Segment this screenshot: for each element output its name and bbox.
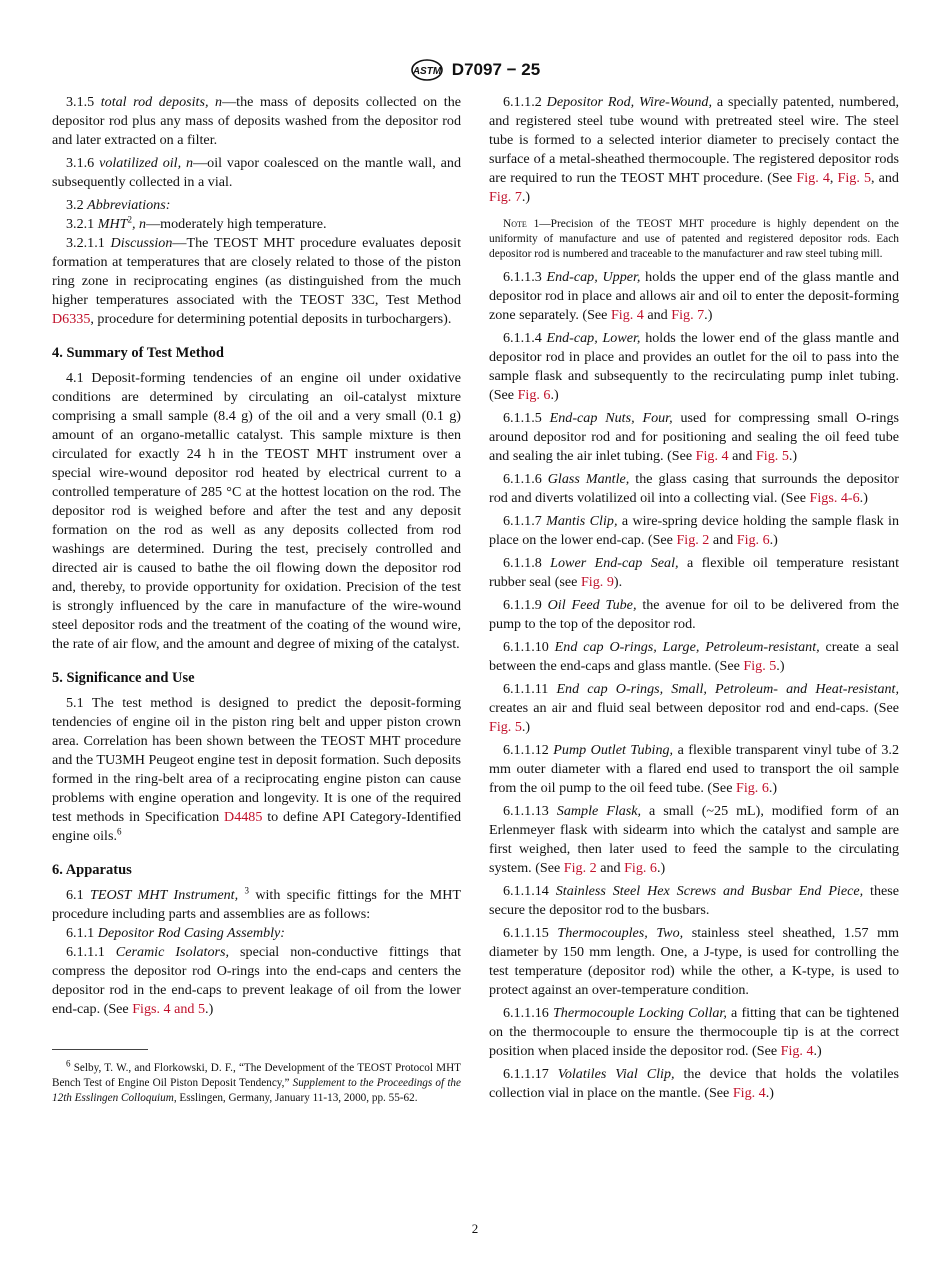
link-fig-4[interactable]: Fig. 4 [796, 170, 830, 186]
link-fig-7[interactable]: Fig. 7 [671, 307, 705, 323]
paragraph-6-1-1-8: 6.1.1.8 Lower End-cap Seal, a flexible oil temperature resistant rubber seal (see Fig. 9). [489, 555, 900, 590]
link-fig-5[interactable]: Fig. 5 [489, 719, 522, 735]
left-column [52, 93, 461, 1117]
paragraph-3-2: 3.2 Abbreviations: [66, 197, 171, 213]
section-heading-5: 5. Significance and Use [52, 670, 195, 686]
link-fig-4[interactable]: Fig. 4 [780, 1043, 814, 1059]
paragraph-6-1: 6.1 TEOST MHT Instrument, $^3$ with specific fittings for the MHT procedure including parts and assemblies are as follows: [52, 885, 461, 922]
document-designation: D7097 − 25 [451, 60, 541, 79]
paragraph-6-1-1-1: 6.1.1.1 Ceramic Isolators, special non-conductive fittings that compress the depositor rod O-rings into the end-caps and centers the depositor rod in the end-caps to prevent leakage of oil from the lower end-cap. (See Figs. 4 and 5.) [52, 944, 462, 1017]
paragraph-6-1-1-15: 6.1.1.15 Thermocouples, Two, stainless steel sheathed, 1.57 mm diameter by 150 mm length. One, a J-type, is used for controlling the test temperature (depositor rod) while the other, a K-type, is used to protect against an over-temperature condition. [489, 925, 899, 998]
right-column [489, 93, 899, 1107]
paragraph-6-1-1: 6.1.1 Depositor Rod Casing Assembly: [66, 925, 285, 941]
footnote-rule [52, 1049, 148, 1050]
link-fig-6[interactable]: Fig. 6 [735, 780, 769, 796]
page-header [0, 58, 950, 82]
paragraph-6-1-1-4: 6.1.1.4 End-cap, Lower, holds the lower end of the glass mantle and depositor rod in place and provides an outlet for the oil to pass into the sample flask and subsequently to the recirculating pump inlet tubing. (See Fig. 6.) [489, 330, 900, 403]
page-number: 2 [471, 1221, 479, 1236]
paragraph-6-1-1-10: 6.1.1.10 End cap O-rings, Large, Petroleum-resistant, create a seal between the end-caps and glass mantle. (See Fig. 5.) [489, 639, 900, 674]
paragraph-3-2-1-1: 3.2.1.1 Discussion—The TEOST MHT procedure evaluates deposit formation at temperatures that are closely related to those of the piston ring zone in reciprocating engines (as distinguished from the much higher temperatures associated with the TEOST 33C, Test Method D6335, procedure for determining potential deposits in turbochargers). [52, 235, 462, 327]
paragraph-6-1-1-11: 6.1.1.11 End cap O-rings, Small, Petroleum- and Heat-resistant, creates an air and fluid seal between depositor rod and end-caps. (See Fig. 5.) [489, 681, 899, 735]
paragraph-3-2-1: 3.2.1 MHT$^2$, n—moderately high temperature. [66, 214, 327, 232]
section-heading-4: 4. Summary of Test Method [52, 345, 224, 361]
paragraph-4-1: 4.1 Deposit-forming tendencies of an engine oil under oxidative conditions are determined by circulating an oil-catalyst mixture comprising a small sample (8.4 g) of the oil and a very small (0.1 g) amount of an organo-metallic catalyst. This sample mixture is then circulated for exactly 24 h in the TEOST MHT instrument over a special wire-wound depositor rod heated by electrical current to a controlled temperature of 285 °C at the hottest location on the rod. The depositor rod is weighed before and after the test and any deposit formation on the rod as well as any deposits collected from rod washings are determined. During the test, precisely controlled and directed air is caused to bathe the oil flowing down the depositor rod and, thereby, to provide opportunity for oxidation. Precision of the test is strongly influenced by the care in manufacture of the wire-wound steel depositor rods and the treatment of the coating of the wound wire, the rate of air flow, and the amount and degree of mixing of the catalyst. [52, 370, 461, 652]
paragraph-3-1-5: 3.1.5 total rod deposits, n—the mass of deposits collected on the depositor rod plus any mass of deposits washed from the depositor rod and later extracted on a filter. [52, 94, 461, 148]
note-1: Note 1—Precision of the TEOST MHT procedure is highly dependent on the uniformity of manufacture and use of patented and registered depositor rods. Each depositor rod is numbered and traceable to the manufacturer and raw steel tubing mill. [489, 218, 899, 260]
astm-logo-icon [410, 58, 444, 82]
link-fig-5[interactable]: Fig. 5 [743, 658, 777, 674]
paragraph-6-1-1-16: 6.1.1.16 Thermocouple Locking Collar, a fitting that can be tightened on the thermocouple to ensure the thermocouple tip is at the correct position when placed inside the depositor rod. (See Fig. 4.) [489, 1005, 899, 1059]
link-fig-6[interactable]: Fig. 6 [736, 532, 770, 548]
link-fig-4[interactable]: Fig. 4 [610, 307, 644, 323]
link-d4485[interactable]: D4485 [224, 809, 263, 825]
paragraph-6-1-1-17: 6.1.1.17 Volatiles Vial Clip, the device that holds the volatiles collection vial in place on the mantle. (See Fig. 4.) [489, 1066, 899, 1101]
link-fig-6[interactable]: Fig. 6 [624, 860, 657, 876]
paragraph-5-1: 5.1 The test method is designed to predict the deposit-forming tendencies of engine oil in the piston ring belt and upper piston crown area. Correlation has been shown between the TEOST MHT procedure and the TU3MH Peugeot engine test in deposit formation. Such deposits formed in the ring-belt area of a reciprocating engine piston can cause problems with engine operation and longevity. It is one of the required test methods in Specification D4485 to define API Category-Identified engine oils.$^6$ [52, 695, 461, 844]
paragraph-3-1-6: 3.1.6 volatilized oil, n—oil vapor coalesced on the mantle wall, and subsequently collected in a vial. [52, 155, 461, 190]
link-fig-5[interactable]: Fig. 5 [755, 448, 789, 464]
paragraph-6-1-1-14: 6.1.1.14 Stainless Steel Hex Screws and Busbar End Piece, these secure the depositor rod to the busbars. [489, 883, 900, 918]
footnote-6: $^6$ Selby, T. W., and Florkowski, D. F., “The Development of the TEOST Protocol MHT Bench Test of Engine Oil Piston Deposit Tendency,” Supplement to the Proceedings of the 12th Esslingen Colloquium, Esslingen, Germany, January 11-13, 2000, pp. 55-62. [52, 1058, 461, 1105]
paragraph-6-1-1-3: 6.1.1.3 End-cap, Upper, holds the upper end of the glass mantle and depositor rod in place and allows air and oil to enter the deposit-forming zone separately. (See Fig. 4 and Fig. 7.) [489, 269, 899, 323]
svg-text:ASTM: ASTM [412, 66, 441, 77]
link-fig-2[interactable]: Fig. 2 [676, 532, 710, 548]
paragraph-6-1-1-7: 6.1.1.7 Mantis Clip, a wire-spring device holding the sample flask in place on the lower end-cap. (See Fig. 2 and Fig. 6.) [489, 513, 899, 548]
section-heading-6: 6. Apparatus [52, 862, 132, 878]
link-fig-2[interactable]: Fig. 2 [563, 860, 597, 876]
link-fig-4[interactable]: Fig. 4 [695, 448, 729, 464]
paragraph-6-1-1-5: 6.1.1.5 End-cap Nuts, Four, used for compressing small O-rings around depositor rod and for positioning and sealing the oil feed tube and sealing the air inlet tubing. (See Fig. 4 and Fig. 5.) [489, 410, 900, 464]
link-fig-9[interactable]: Fig. 9 [580, 574, 614, 590]
link-fig-4[interactable]: Fig. 4 [732, 1085, 766, 1101]
paragraph-6-1-1-12: 6.1.1.12 Pump Outlet Tubing, a flexible transparent vinyl tube of 3.2 mm outer diameter with a flared end used to transport the oil sample from the oil pump to the oil feed tube. (See Fig. 6.) [489, 742, 900, 796]
link-fig-6[interactable]: Fig. 6 [517, 387, 551, 403]
link-fig-7[interactable]: Fig. 7 [489, 189, 522, 205]
paragraph-6-1-1-6: 6.1.1.6 Glass Mantle, the glass casing that surrounds the depositor rod and diverts volatilized oil into a collecting vial. (See Figs. 4-6.) [489, 471, 899, 506]
link-figs-4-5[interactable]: Figs. 4 and 5 [132, 1001, 206, 1017]
paragraph-6-1-1-9: 6.1.1.9 Oil Feed Tube, the avenue for oil to be delivered from the pump to the top of the depositor rod. [489, 597, 899, 632]
paragraph-6-1-1-2: 6.1.1.2 Depositor Rod, Wire-Wound, a specially patented, numbered, and registered steel tube wound with pretreated steel wire. The steel tube is formed to a selected interior diameter to precisely contact the surface of a metal-sheathed thermocouple. The registered depositor rods are required to run the TEOST MHT procedure. (See Fig. 4, Fig. 5, and Fig. 7.) [489, 94, 900, 205]
link-d6335[interactable]: D6335 [52, 311, 91, 327]
paragraph-6-1-1-13: 6.1.1.13 Sample Flask, a small (~25 mL), modified form of an Erlenmeyer flask with sidearm into which the catalyst and sample are first weighed, then later used to feed the sample to the circulating system. (See Fig. 2 and Fig. 6.) [489, 803, 899, 876]
link-fig-5[interactable]: Fig. 5 [837, 170, 871, 186]
link-figs-4-6[interactable]: Figs. 4-6 [809, 490, 860, 506]
